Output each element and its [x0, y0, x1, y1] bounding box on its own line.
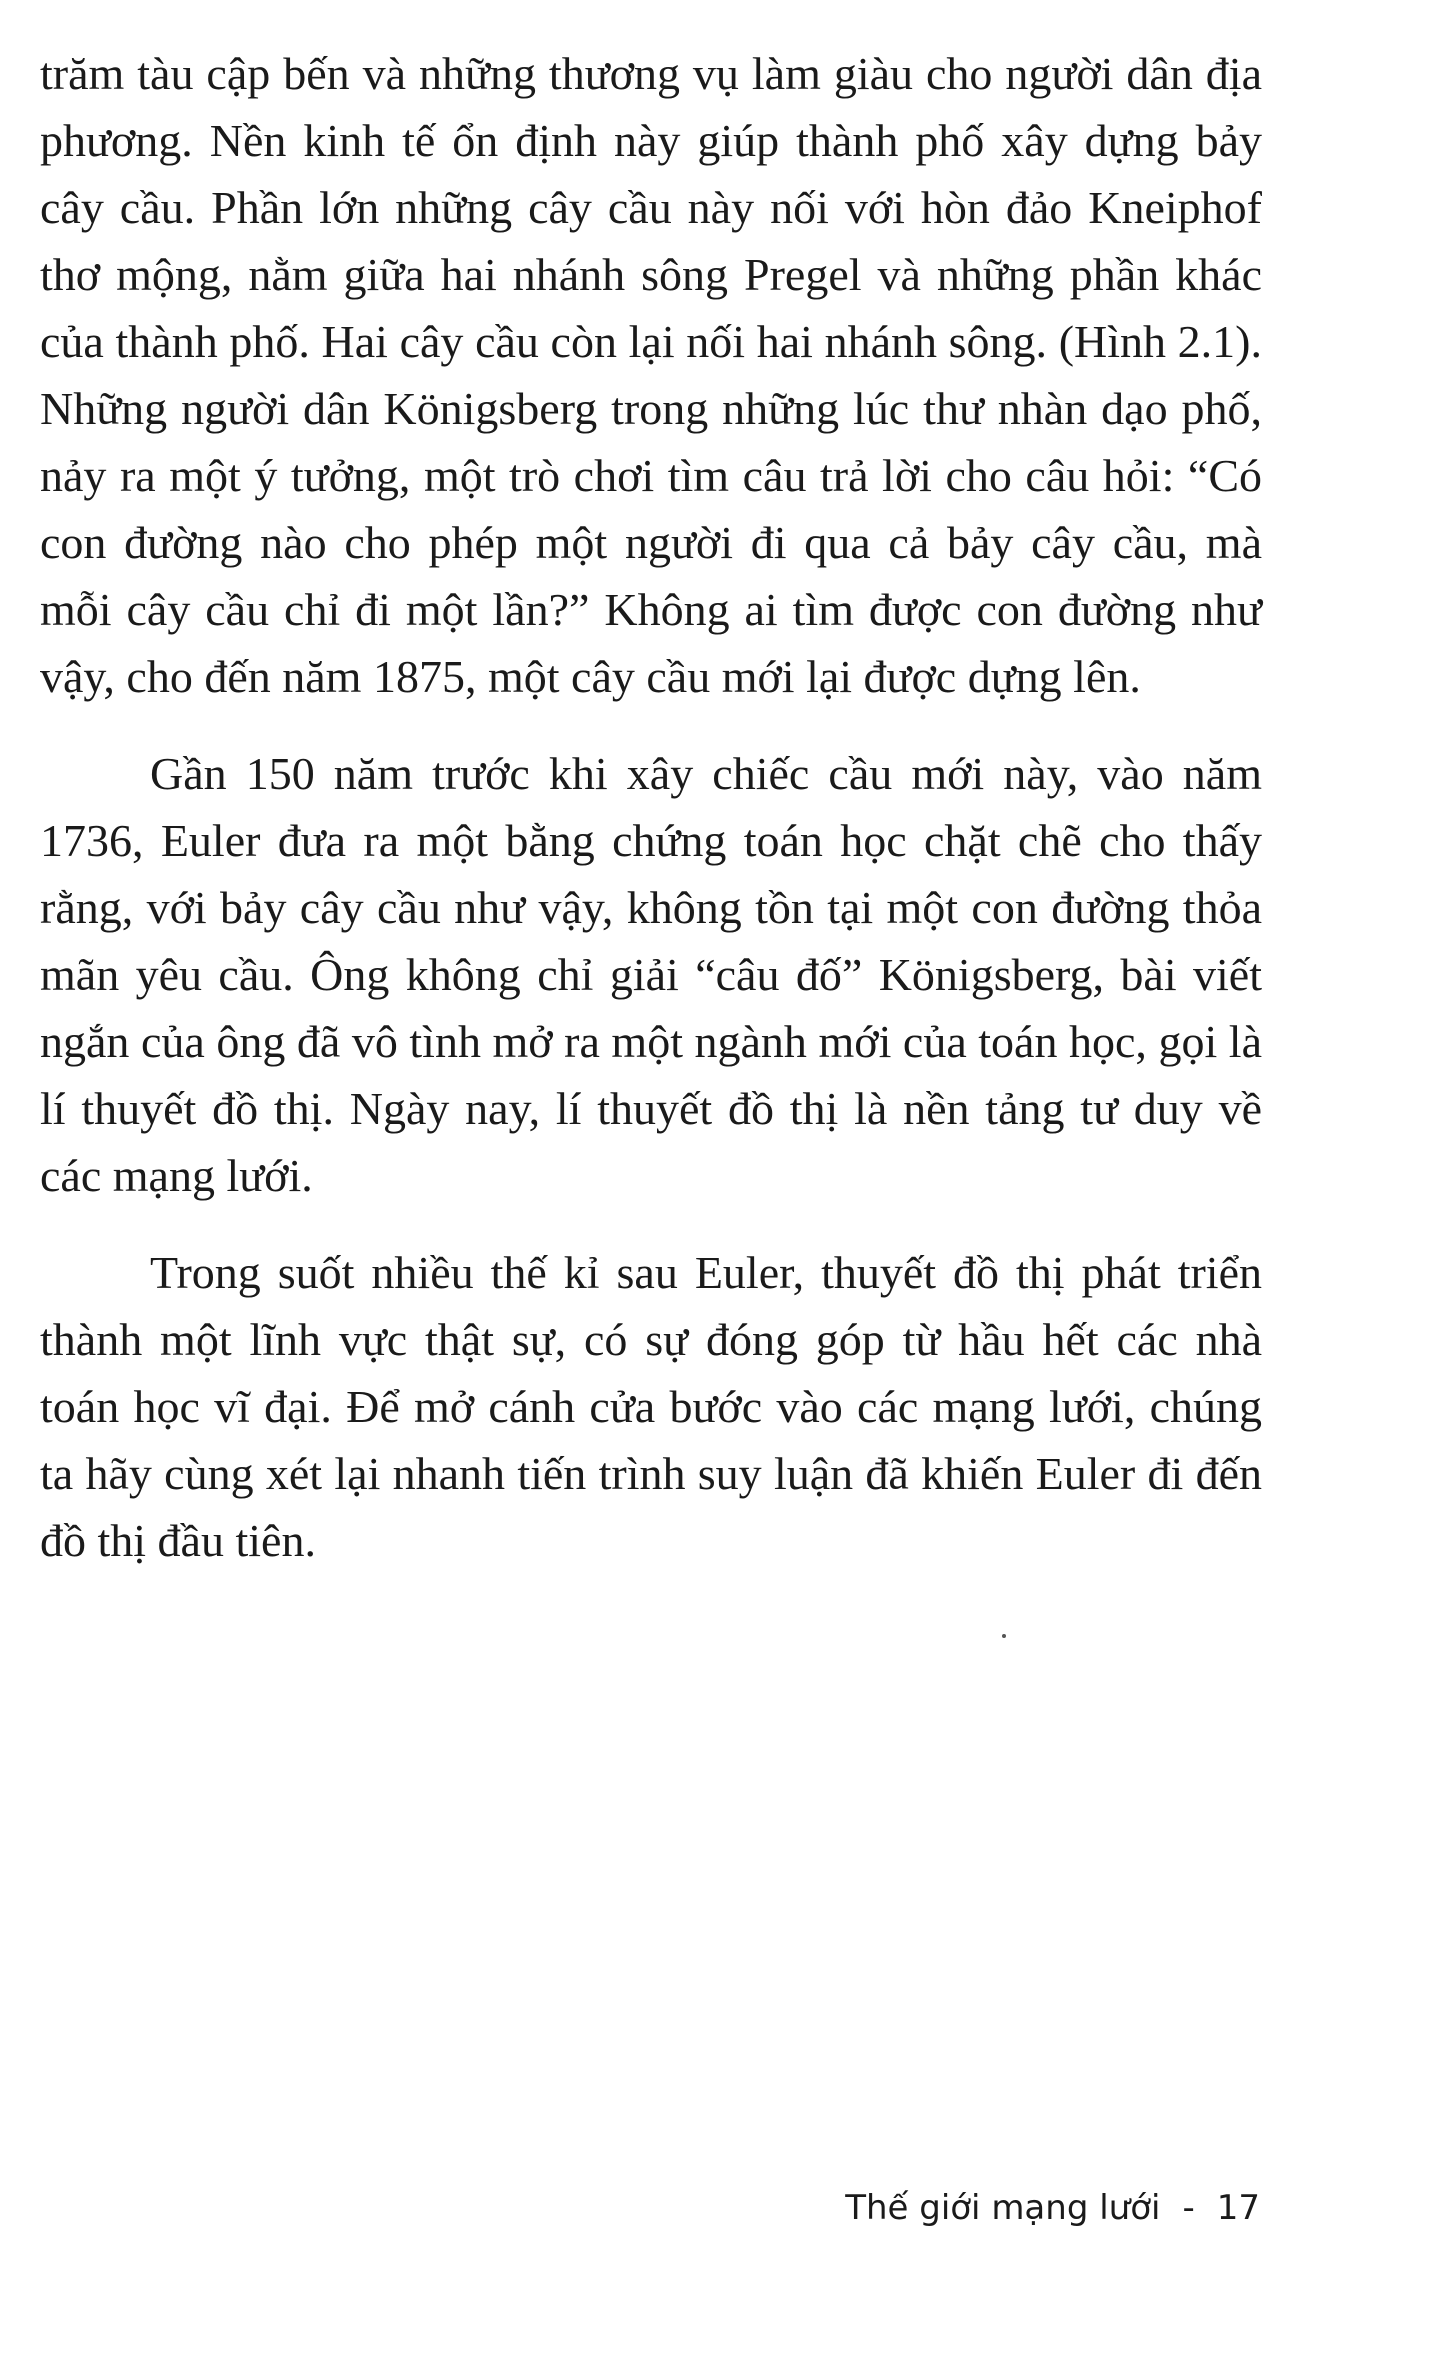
page-footer	[845, 2188, 1260, 2228]
paragraph-1: trăm tàu cập bến và những thương vụ làm giàu cho người dân địa phương. Nền kinh tế ổn định này giúp thành phố xây dựng bảy cây cầu. Phần lớn những cây cầu này nối với hòn đảo Kneiphof thơ mộng, nằm giữa hai nhánh sông Pregel và những phần khác của thành phố. Hai cây cầu còn lại nối hai nhánh sông. (Hình 2.1). Những người dân Königsberg trong những lúc thư nhàn dạo phố, nảy ra một ý tưởng, một trò chơi tìm câu trả lời cho câu hỏi: “Có con đường nào cho phép một người đi qua cả bảy cây cầu, mà mỗi cây cầu chỉ đi một lần?” Không ai tìm được con đường như vậy, cho đến năm 1875, một cây cầu mới lại được dựng lên.	[40, 48, 1262, 702]
page-number: 17	[1216, 2188, 1260, 2228]
paragraph-2: Gần 150 năm trước khi xây chiếc cầu mới này, vào năm 1736, Euler đưa ra một bằng chứng toán học chặt chẽ cho thấy rằng, với bảy cây cầu như vậy, không tồn tại một con đường thỏa mãn yêu cầu. Ông không chỉ giải “câu đố” Königsberg, bài viết ngắn của ông đã vô tình mở ra một ngành mới của toán học, gọi là lí thuyết đồ thị. Ngày nay, lí thuyết đồ thị là nền tảng tư duy về các mạng lưới.	[40, 748, 1262, 1201]
footer-separator: -	[1182, 2188, 1195, 2228]
footer-book-title: Thế giới mạng lưới	[845, 2188, 1161, 2228]
paragraph-3: Trong suốt nhiều thế kỉ sau Euler, thuyết đồ thị phát triển thành một lĩnh vực thật sự, có sự đóng góp từ hầu hết các nhà toán học vĩ đại. Để mở cánh cửa bước vào các mạng lưới, chúng ta hãy cùng xét lại nhanh tiến trình suy luận đã khiến Euler đi đến đồ thị đầu tiên.	[40, 1247, 1262, 1566]
body-text	[40, 40, 1262, 1604]
print-speck	[1002, 1634, 1006, 1638]
